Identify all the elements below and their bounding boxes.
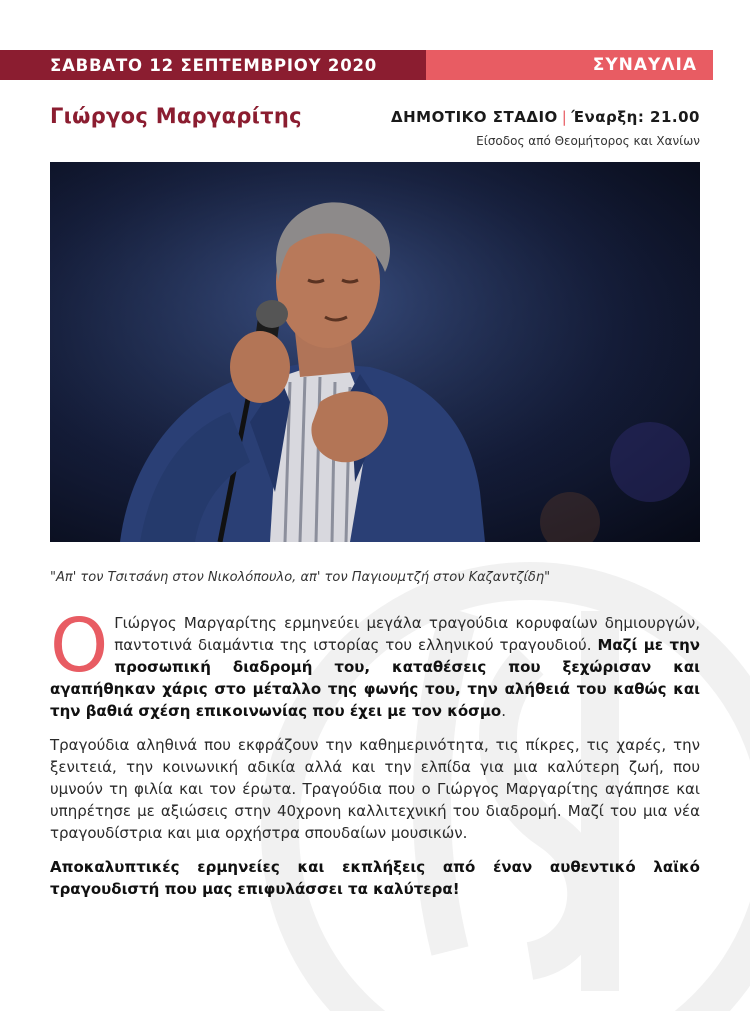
article-paragraph-2: Τραγούδια αληθινά που εκφράζουν την καθημερινότητα, τις πίκρες, τις χαρές, την ξενιτειά, την κοινωνική αδικία αλλά και την ελπίδα για μια καλύτερη ζωή, που υμνούν τη φιλία και τον έρωτα. Τραγούδια που ο Γιώργος Μαργαρίτης αγάπησε και υπηρέτησε με αξιώσεις στην 40χρονη καλλιτεχνική του διαδρομή. Μαζί του μια νέα τραγουδίστρια και μια ορχήστρα σπουδαίων μουσικών. (50, 736, 700, 842)
venue-line (391, 108, 700, 126)
singer-photo (50, 162, 700, 542)
venue-name: ΔΗΜΟΤΙΚΟ ΣΤΑΔΙΟ (391, 108, 558, 126)
singer-photo-icon (50, 162, 700, 542)
start-time: Έναρξη: 21.00 (571, 108, 700, 126)
article-body (50, 603, 700, 912)
event-category: ΣΥΝΑΥΛΙΑ (426, 50, 713, 80)
photo-caption: "Απ' τον Τσιτσάνη στον Νικολόπουλο, απ' τον Παγιουμτζή στον Καζαντζίδη" (50, 570, 551, 585)
header-banner (0, 50, 713, 80)
venue-separator: | (561, 108, 568, 126)
article-paragraph-1 (50, 603, 700, 722)
entrance-info: Είσοδος από Θεομήτορος και Χανίων (476, 134, 700, 148)
article-highlight-end: . (501, 702, 506, 720)
artist-name: Γιώργος Μαργαρίτης (50, 104, 302, 128)
event-date: ΣΑΒΒΑΤΟ 12 ΣΕΠΤΕΜΒΡΙΟΥ 2020 (0, 50, 426, 80)
dropcap: Ο (50, 603, 109, 689)
article-paragraph-3: Αποκαλυπτικές ερμηνείες και εκπλήξεις από έναν αυθεντικό λαϊκό τραγουδιστή που μας επιφυλάσσει τα καλύτερα! (50, 858, 700, 898)
article-intro: Γιώργος Μαργαρίτης ερμηνεύει μεγάλα τραγούδια κορυφαίων δημιουργών, παντοτινά διαμάντια της ιστορίας του ελληνικού τραγουδιού. (114, 614, 700, 654)
article-highlight: Μαζί με την προσωπική διαδρομή του, καταθέσεις που ξεχώρισαν και αγαπήθηκαν χάρις στο μέταλλο της φωνής του, την αλήθειά του καθώς και την βαθιά σχέση επικοινωνίας που έχει με τον κόσμο (50, 636, 700, 720)
